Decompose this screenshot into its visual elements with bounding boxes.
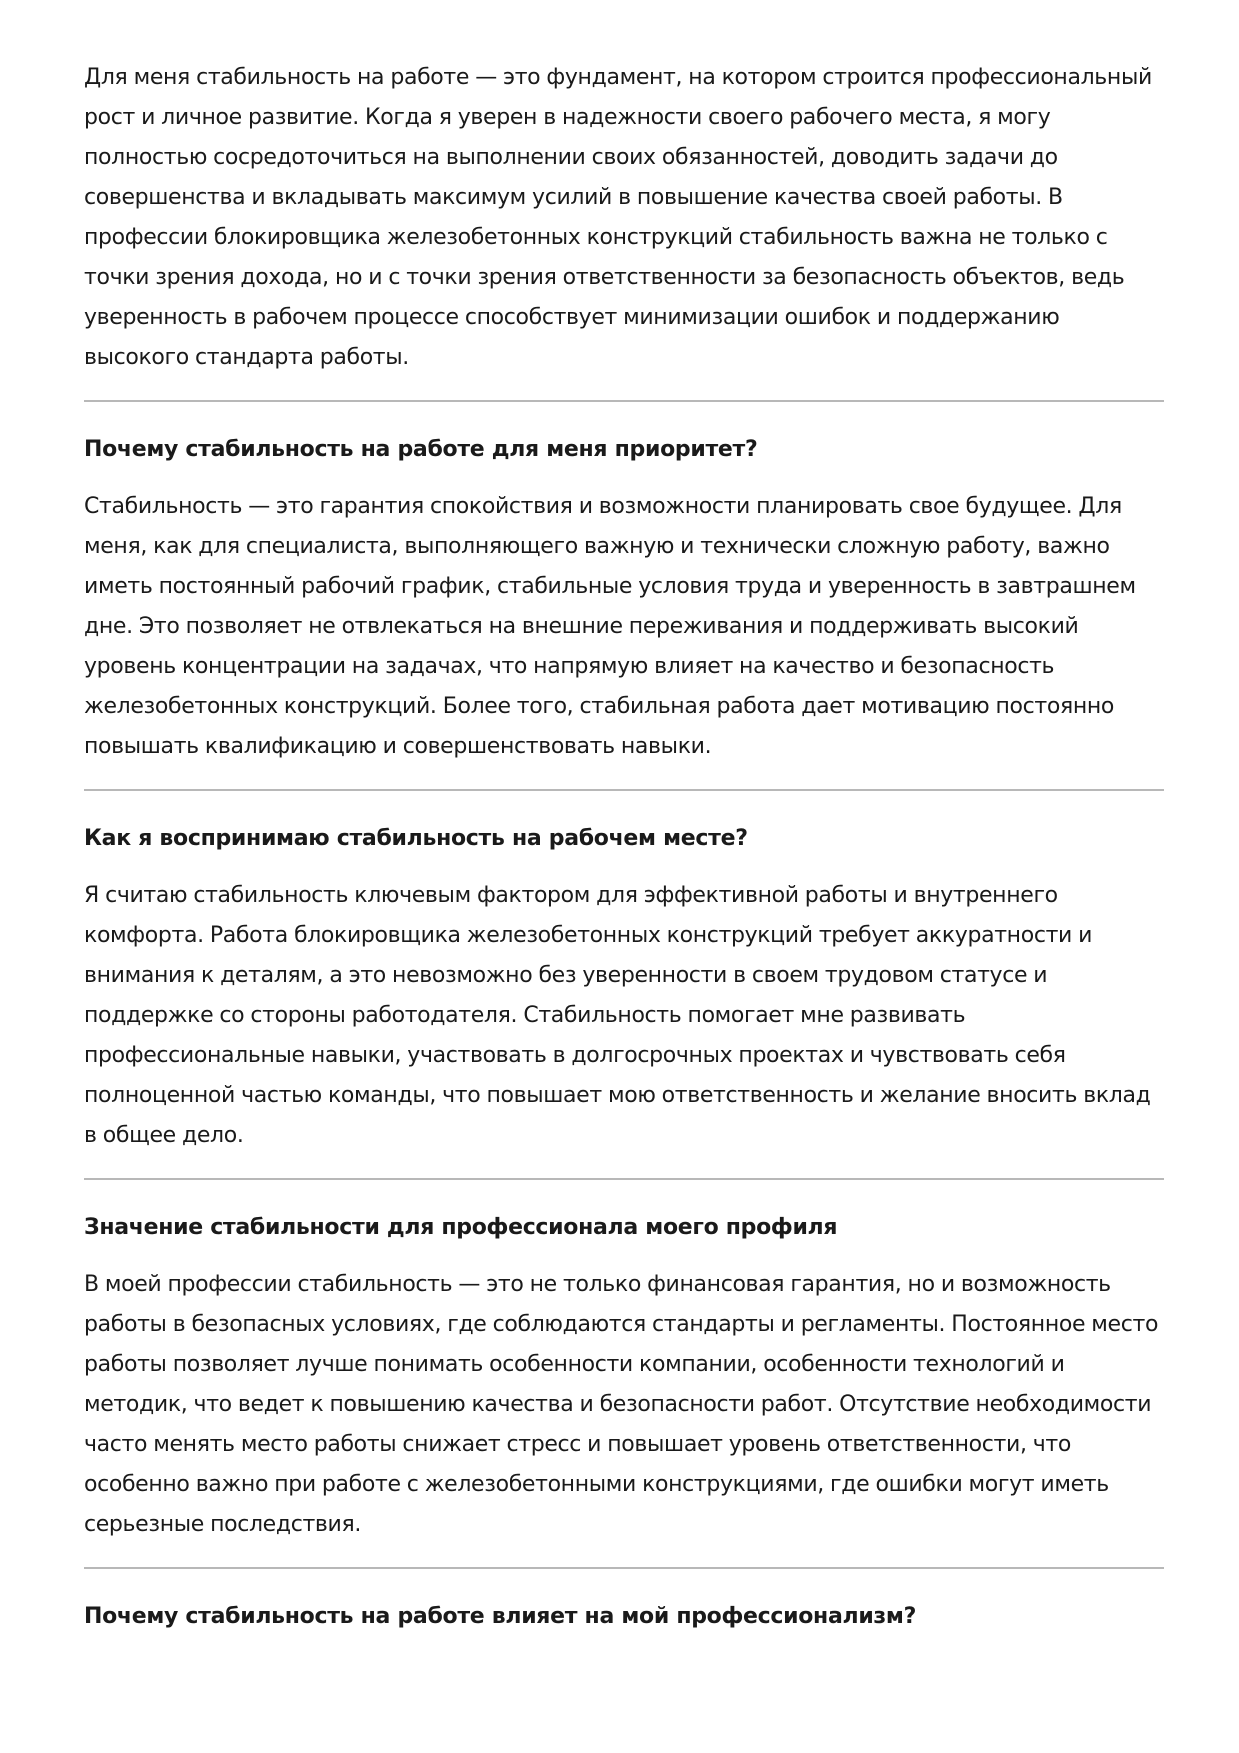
section-heading-priority: Почему стабильность на работе для меня приоритет? xyxy=(84,437,758,462)
document-content xyxy=(84,58,1164,1654)
section-heading-perception: Как я воспринимаю стабильность на рабочем месте? xyxy=(84,826,748,851)
section-heading-professionalism: Почему стабильность на работе влияет на мой профессионализм? xyxy=(84,1604,917,1629)
section-paragraph-significance: В моей профессии стабильность — это не только финансовая гарантия, но и возможность работы в безопасных условиях, где соблюдаются стандарты и регламенты. Постоянное место работы позволяет лучше понимать особенности компании, особенности технологий и методик, что ведет к повышению качества и безопасности работ. Отсутствие необходимости часто менять место работы снижает стресс и повышает уровень ответственности, что особенно важно при работе с железобетонными конструкциями, где ошибки могут иметь серьезные последствия. xyxy=(84,1272,1159,1537)
section-divider xyxy=(84,400,1164,402)
section-paragraph-priority: Стабильность — это гарантия спокойствия и возможности планировать свое будущее. Для меня, как для специалиста, выполняющего важную и технически сложную работу, важно иметь постоянный рабочий график, стабильные условия труда и уверенность в завтрашнем дне. Это позволяет не отвлекаться на внешние переживания и поддерживать высокий уровень концентрации на задачах, что напрямую влияет на качество и безопасность железобетонных конструкций. Более того, стабильная работа дает мотивацию постоянно повышать квалификацию и совершенствовать навыки. xyxy=(84,494,1136,759)
intro-paragraph: Для меня стабильность на работе — это фундамент, на котором строится профессиональный рост и личное развитие. Когда я уверен в надежности своего рабочего места, я могу полностью сосредоточиться на выполнении своих обязанностей, доводить задачи до совершенства и вкладывать максимум усилий в повышение качества своей работы. В профессии блокировщика железобетонных конструкций стабильность важна не только с точки зрения дохода, но и с точки зрения ответственности за безопасность объектов, ведь уверенность в рабочем процессе способствует минимизации ошибок и поддержанию высокого стандарта работы. xyxy=(84,65,1152,370)
section-heading-significance: Значение стабильности для профессионала моего профиля xyxy=(84,1215,838,1240)
section-divider xyxy=(84,1178,1164,1180)
section-divider xyxy=(84,789,1164,791)
section-divider xyxy=(84,1567,1164,1569)
section-paragraph-perception: Я считаю стабильность ключевым фактором для эффективной работы и внутреннего комфорта. Работа блокировщика железобетонных конструкций требует аккуратности и внимания к деталям, а это невозможно без уверенности в своем трудовом статусе и поддержке со стороны работодателя. Стабильность помогает мне развивать профессиональные навыки, участвовать в долгосрочных проектах и чувствовать себя полноценной частью команды, что повышает мою ответственность и желание вносить вклад в общее дело. xyxy=(84,883,1151,1148)
